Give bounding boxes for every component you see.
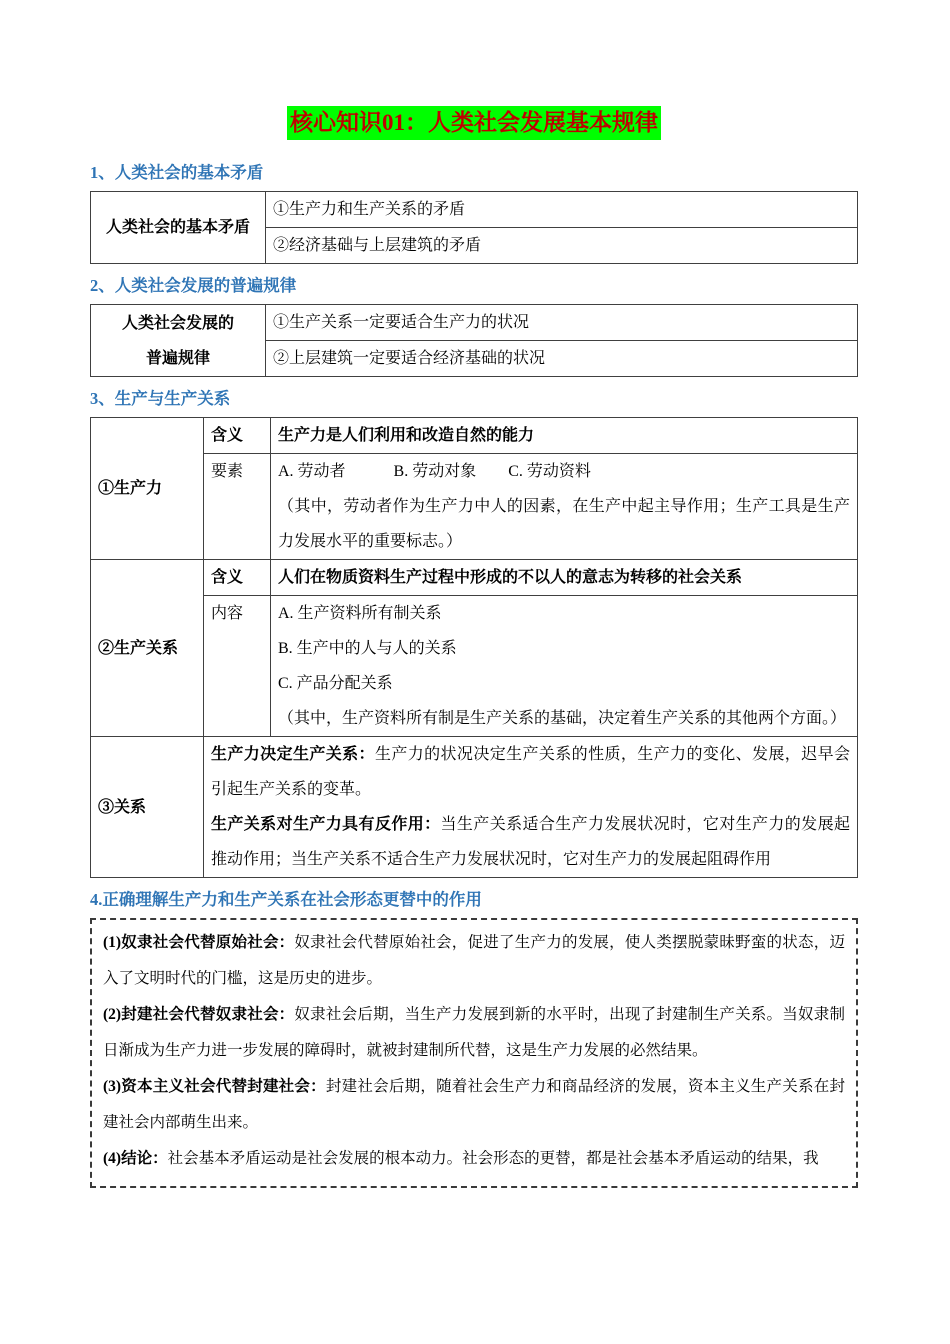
social-forms-box: [90, 918, 858, 1188]
elements-list: A. 劳动者 B. 劳动对象 C. 劳动资料: [278, 463, 591, 480]
group2-key-meaning: 含义: [204, 560, 271, 596]
relation-1-lead: 生产力决定生产关系：: [211, 746, 375, 763]
relation-paragraph-1: [211, 737, 850, 807]
table2-header-line2: 普遍规律: [145, 349, 210, 367]
group2-content-cell: [271, 596, 858, 737]
content-item-a: A. 生产资料所有制关系: [278, 605, 442, 622]
table2-header-cell: [91, 305, 266, 377]
box-paragraph-1: [103, 925, 845, 997]
relation-2-lead: 生产关系对生产力具有反作用：: [211, 816, 441, 833]
table-universal-laws: [90, 304, 858, 377]
section-1-heading: 1、人类社会的基本矛盾: [90, 163, 264, 182]
group2-label: ②生产关系: [91, 560, 204, 737]
content-note: （其中，生产资料所有制是生产关系的基础，决定着生产关系的其他两个方面。）: [278, 710, 847, 727]
title-row: [90, 106, 858, 140]
page-title: 核心知识01：人类社会发展基本规律: [287, 106, 661, 140]
box-3-lead: (3)资本主义社会代替封建社会：: [103, 1078, 326, 1095]
group3-relation-cell: [204, 737, 858, 878]
box-paragraph-2: [103, 997, 845, 1069]
table-row: [91, 737, 858, 878]
table-row: [91, 305, 858, 341]
content-item-b: B. 生产中的人与人的关系: [278, 640, 457, 657]
relation-paragraph-2: [211, 807, 850, 877]
box-1-lead: (1)奴隶社会代替原始社会：: [103, 934, 295, 951]
table2-header-line1: 人类社会发展的: [121, 314, 234, 332]
section-3-heading: 3、生产与生产关系: [90, 389, 231, 408]
table-row: [91, 418, 858, 454]
elements-note: （其中，劳动者作为生产力中人的因素，在生产中起主导作用；生产工具是生产力发展水平的重要标志。）: [278, 498, 850, 550]
table1-item-1: ①生产力和生产关系的矛盾: [266, 192, 858, 228]
box-4-text: 社会基本矛盾运动是社会发展的根本动力。社会形态的更替，都是社会基本矛盾运动的结果，我: [167, 1150, 819, 1167]
table2-item-1: ①生产关系一定要适合生产力的状况: [266, 305, 858, 341]
group3-label: ③关系: [91, 737, 204, 878]
table-basic-contradictions: [90, 191, 858, 264]
group1-key-meaning: 含义: [204, 418, 271, 454]
table2-item-2: ②上层建筑一定要适合经济基础的状况: [266, 341, 858, 377]
table-row: [91, 192, 858, 228]
box-paragraph-4: [103, 1141, 845, 1177]
relation-2-text: 当生产关系适合生产力发展状况时，它对生产力的发展起推动作用；当生产关系不适合生产力发展状况时，它对生产力的发展起阻碍作用: [211, 816, 850, 868]
box-paragraph-3: [103, 1069, 845, 1141]
box-2-lead: (2)封建社会代替奴隶社会：: [103, 1006, 295, 1023]
group1-meaning-value: 生产力是人们利用和改造自然的能力: [271, 418, 858, 454]
section-4-heading: 4.正确理解生产力和生产关系在社会形态更替中的作用: [90, 890, 482, 909]
table-row: [91, 454, 858, 560]
group1-key-elements: 要素: [204, 454, 271, 560]
table1-header-cell: 人类社会的基本矛盾: [91, 192, 266, 264]
box-1-text: 奴隶社会代替原始社会，促进了生产力的发展，使人类摆脱蒙昧野蛮的状态，迈入了文明时代的门槛，这是历史的进步。: [103, 934, 845, 987]
content-item-c: C. 产品分配关系: [278, 675, 393, 692]
group2-key-content: 内容: [204, 596, 271, 737]
box-2-text: 奴隶社会后期，当生产力发展到新的水平时，出现了封建制生产关系。当奴隶制日渐成为生产力进一步发展的障碍时，就被封建制所代替，这是生产力发展的必然结果。: [103, 1006, 845, 1059]
box-3-text: 封建社会后期，随着社会生产力和商品经济的发展，资本主义生产关系在封建社会内部萌生出来。: [103, 1078, 845, 1131]
box-4-lead: (4)结论：: [103, 1150, 168, 1167]
relation-1-text: 生产力的状况决定生产关系的性质，生产力的变化、发展，迟早会引起生产关系的变革。: [211, 746, 850, 798]
section-2-heading: 2、人类社会发展的普遍规律: [90, 276, 297, 295]
table-row: [91, 596, 858, 737]
table1-item-2: ②经济基础与上层建筑的矛盾: [266, 228, 858, 264]
table-row: [91, 560, 858, 596]
group1-elements-cell: [271, 454, 858, 560]
group2-meaning-value: 人们在物质资料生产过程中形成的不以人的意志为转移的社会关系: [271, 560, 858, 596]
table-productive-forces-relations: [90, 417, 858, 878]
group1-label: ①生产力: [91, 418, 204, 560]
